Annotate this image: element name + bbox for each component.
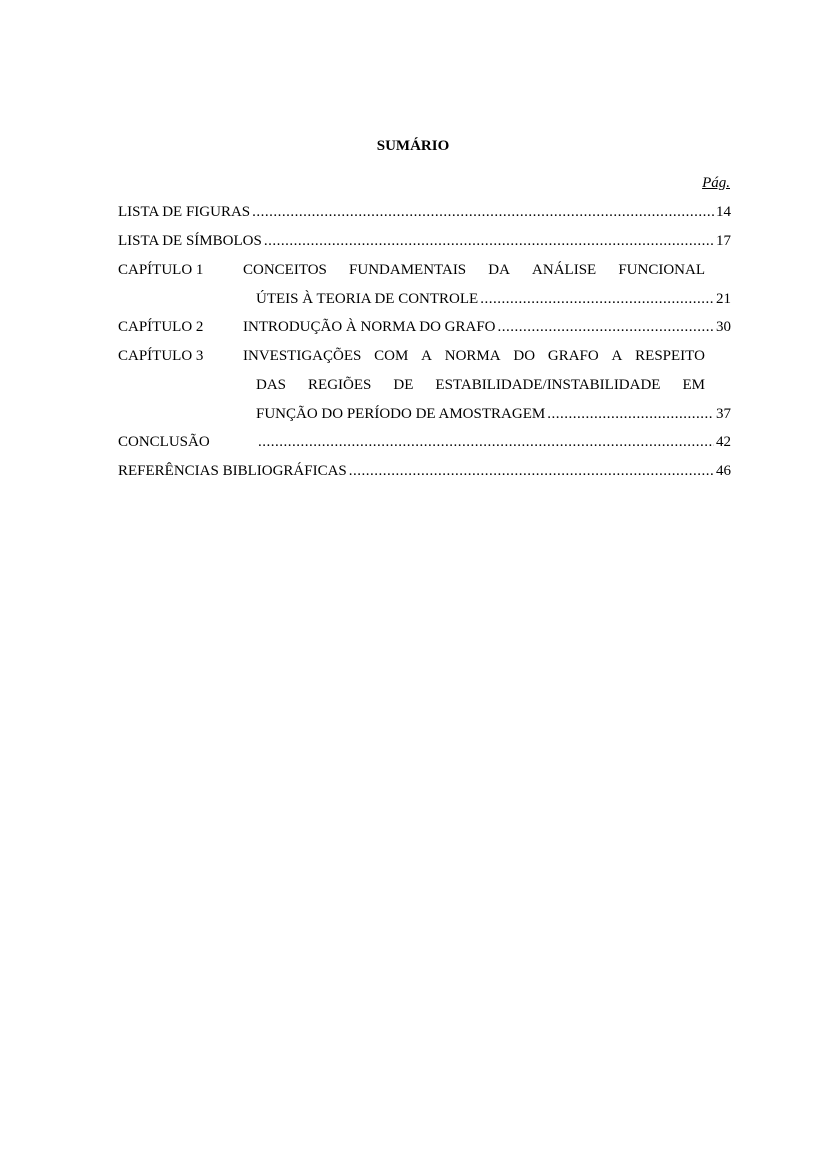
toc-entry-page: 14 <box>716 204 731 220</box>
toc-entry-page: 17 <box>716 233 731 249</box>
toc-entry-leader <box>258 431 731 453</box>
toc-entry-text: LISTA DE FIGURAS <box>118 204 251 220</box>
toc-entry-text: ÚTEIS À TEORIA DE CONTROLE <box>256 291 479 307</box>
page-column-header: Pág. <box>702 175 730 191</box>
toc-entry-text: FUNÇÃO DO PERÍODO DE AMOSTRAGEM <box>256 406 546 422</box>
toc-entry-text: LISTA DE SÍMBOLOS <box>118 233 262 249</box>
toc-entry-page: 42 <box>716 434 731 450</box>
chapter-title-line-2 <box>256 288 731 310</box>
toc-leader-dots <box>498 316 714 338</box>
toc-entry-text: CONCLUSÃO <box>118 434 210 450</box>
toc-leader-dots <box>547 403 714 425</box>
toc-entry-page: 46 <box>716 463 731 479</box>
chapter-label: CAPÍTULO 2 <box>118 319 204 335</box>
toc-entry-lista-de-simbolos[interactable] <box>118 230 731 252</box>
page-title: SUMÁRIO <box>376 138 450 154</box>
toc-entry-page: 21 <box>716 291 731 307</box>
chapter-label: CAPÍTULO 3 <box>118 348 204 364</box>
chapter-label: CAPÍTULO 1 <box>118 262 204 278</box>
toc-leader-dots <box>349 460 714 482</box>
toc-entry-page: 37 <box>716 406 731 422</box>
toc-leader-dots <box>252 201 714 223</box>
chapter-title-line-1 <box>243 316 731 338</box>
toc-entry-lista-de-figuras[interactable] <box>118 201 731 223</box>
toc-entry-page: 30 <box>716 319 731 335</box>
toc-leader-dots <box>264 230 714 252</box>
toc-entry-text: INTRODUÇÃO À NORMA DO GRAFO <box>243 319 496 335</box>
toc-entry-text: REFERÊNCIAS BIBLIOGRÁFICAS <box>118 463 347 479</box>
toc-leader-dots <box>480 288 714 310</box>
toc-entry-referencias[interactable] <box>118 460 731 482</box>
chapter-title-line-1: INVESTIGAÇÕES COM A NORMA DO GRAFO A RESPEITO <box>243 348 705 364</box>
chapter-title-line-1: CONCEITOS FUNDAMENTAIS DA ANÁLISE FUNCIONAL <box>243 262 705 278</box>
chapter-title-line-2: DAS REGIÕES DE ESTABILIDADE/INSTABILIDADE EM <box>256 377 705 393</box>
toc-leader-dots <box>258 431 714 453</box>
chapter-title-line-3 <box>256 403 731 425</box>
